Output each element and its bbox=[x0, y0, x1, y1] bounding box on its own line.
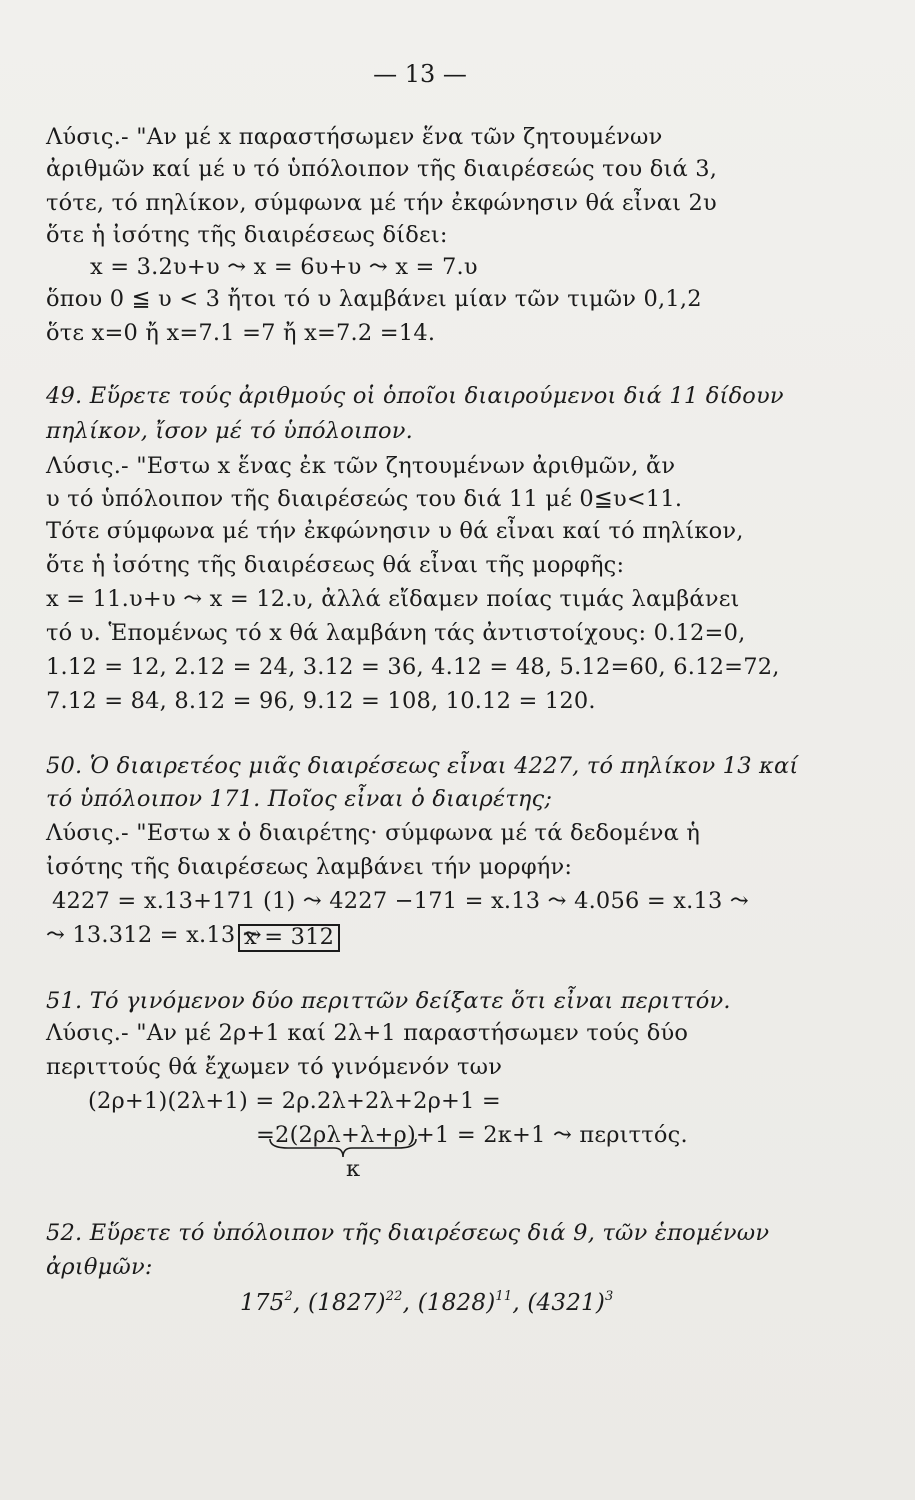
power-sep-1: , bbox=[292, 1290, 301, 1316]
text-line-17: 7.12 = 84, 8.12 = 96, 9.12 = 108, 10.12 = 120. bbox=[46, 688, 596, 714]
text-line-31: ἀριθμῶν: bbox=[46, 1254, 153, 1280]
text-line-4: ὅτε ἡ ἰσότης τῆς διαιρέσεως δίδει: bbox=[46, 222, 448, 248]
text-line-8: 49. Εὕρετε τούς ἀριθμούς οἱ ὁποῖοι διαιρούμενοι διά 11 δίδουν bbox=[46, 383, 784, 409]
power-2-exp: 22 bbox=[385, 1289, 403, 1304]
power-2-base: (1827) bbox=[308, 1290, 386, 1316]
text-line-2: ἀριθμῶν καί μέ υ τό ὑπόλοιπον τῆς διαιρέσεώς του διά 3, bbox=[46, 156, 718, 182]
text-line-16: 1.12 = 12, 2.12 = 24, 3.12 = 36, 4.12 = 48, 5.12=60, 6.12=72, bbox=[46, 654, 780, 680]
power-sep-2: , bbox=[402, 1290, 411, 1316]
text-line-26: περιττούς θά ἔχωμεν τό γινόμενόν των bbox=[46, 1054, 503, 1080]
text-line-30: 52. Εὕρετε τό ὑπόλοιπον τῆς διαιρέσεως διά 9, τῶν ἑπομένων bbox=[46, 1220, 770, 1246]
text-line-7: ὅτε x=0 ἤ x=7.1 =7 ἤ x=7.2 =14. bbox=[46, 320, 436, 346]
power-1-exp: 2 bbox=[284, 1289, 293, 1304]
power-3-exp: 11 bbox=[495, 1289, 513, 1304]
text-line-28: =2(2ρλ+λ+ρ)+1 = 2κ+1 ⤳ περιττός. bbox=[256, 1122, 688, 1148]
text-line-27: (2ρ+1)(2λ+1) = 2ρ.2λ+2λ+2ρ+1 = bbox=[88, 1088, 501, 1114]
text-line-9: πηλίκον, ἴσον μέ τό ὑπόλοιπον. bbox=[46, 418, 413, 444]
text-line-23: ⤳ 13.312 = x.13 ⤳ bbox=[46, 922, 262, 948]
powers-line bbox=[240, 1290, 614, 1315]
text-line-21: ἰσότης τῆς διαιρέσεως λαμβάνει τήν μορφήν: bbox=[46, 854, 573, 880]
text-line-6: ὅπου 0 ≦ υ < 3 ἤτοι τό υ λαμβάνει μίαν τῶν τιμῶν 0,1,2 bbox=[46, 286, 702, 312]
text-line-15: τό υ. Ἑπομένως τό x θά λαμβάνη τάς ἀντιστοίχους: 0.12=0, bbox=[46, 620, 746, 646]
underbrace bbox=[268, 1137, 418, 1159]
page-number: — 13 — bbox=[373, 60, 467, 88]
text-line-19: τό ὑπόλοιπον 171. Ποῖος εἶναι ὁ διαιρέτης; bbox=[46, 786, 553, 812]
text-line-14: x = 11.υ+υ ⤳ x = 12.υ, ἀλλά εἴδαμεν ποίας τιμάς λαμβάνει bbox=[46, 586, 740, 612]
power-sep-3: , bbox=[512, 1290, 520, 1316]
text-line-10: Λύσις.- "Εστω x ἕνας ἐκ τῶν ζητουμένων ἀριθμῶν, ἄν bbox=[46, 453, 676, 479]
boxed-answer: x = 312 bbox=[238, 924, 340, 952]
text-line-12: Τότε σύμφωνα μέ τήν ἐκφώνησιν υ θά εἶναι καί τό πηλίκον, bbox=[46, 518, 744, 544]
power-4-exp: 3 bbox=[605, 1289, 614, 1304]
power-3-base: (1828) bbox=[417, 1290, 496, 1316]
power-1-base: 175 bbox=[240, 1290, 285, 1316]
text-line-20: Λύσις.- "Εστω x ὁ διαιρέτης· σύμφωνα μέ τά δεδομένα ἡ bbox=[46, 820, 701, 846]
boxed-answer-wrap bbox=[238, 924, 340, 952]
text-line-3: τότε, τό πηλίκον, σύμφωνα μέ τήν ἐκφώνησιν θά εἶναι 2υ bbox=[46, 190, 717, 216]
text-line-29: κ bbox=[346, 1156, 361, 1182]
text-line-1: Λύσις.- "Αν μέ x παραστήσωμεν ἕνα τῶν ζητουμένων bbox=[46, 124, 663, 150]
text-line-11: υ τό ὑπόλοιπον τῆς διαιρέσεώς του διά 11 μέ 0≦υ<11. bbox=[46, 486, 683, 512]
text-line-18: 50. Ὁ διαιρετέος μιᾶς διαιρέσεως εἶναι 4227, τό πηλίκον 13 καί bbox=[46, 753, 799, 779]
text-line-13: ὅτε ἡ ἰσότης τῆς διαιρέσεως θά εἶναι τῆς μορφῆς: bbox=[46, 552, 625, 578]
text-line-24: 51. Τό γινόμενον δύο περιττῶν δείξατε ὅτι εἶναι περιττόν. bbox=[46, 988, 731, 1014]
text-line-22: 4227 = x.13+171 (1) ⤳ 4227 −171 = x.13 ⤳ 4.056 = x.13 ⤳ bbox=[52, 888, 749, 914]
text-line-25: Λύσις.- "Αν μέ 2ρ+1 καί 2λ+1 παραστήσωμεν τούς δύο bbox=[46, 1020, 689, 1046]
text-line-5: x = 3.2υ+υ ⤳ x = 6υ+υ ⤳ x = 7.υ bbox=[90, 254, 478, 280]
power-4-base: (4321) bbox=[527, 1290, 606, 1316]
